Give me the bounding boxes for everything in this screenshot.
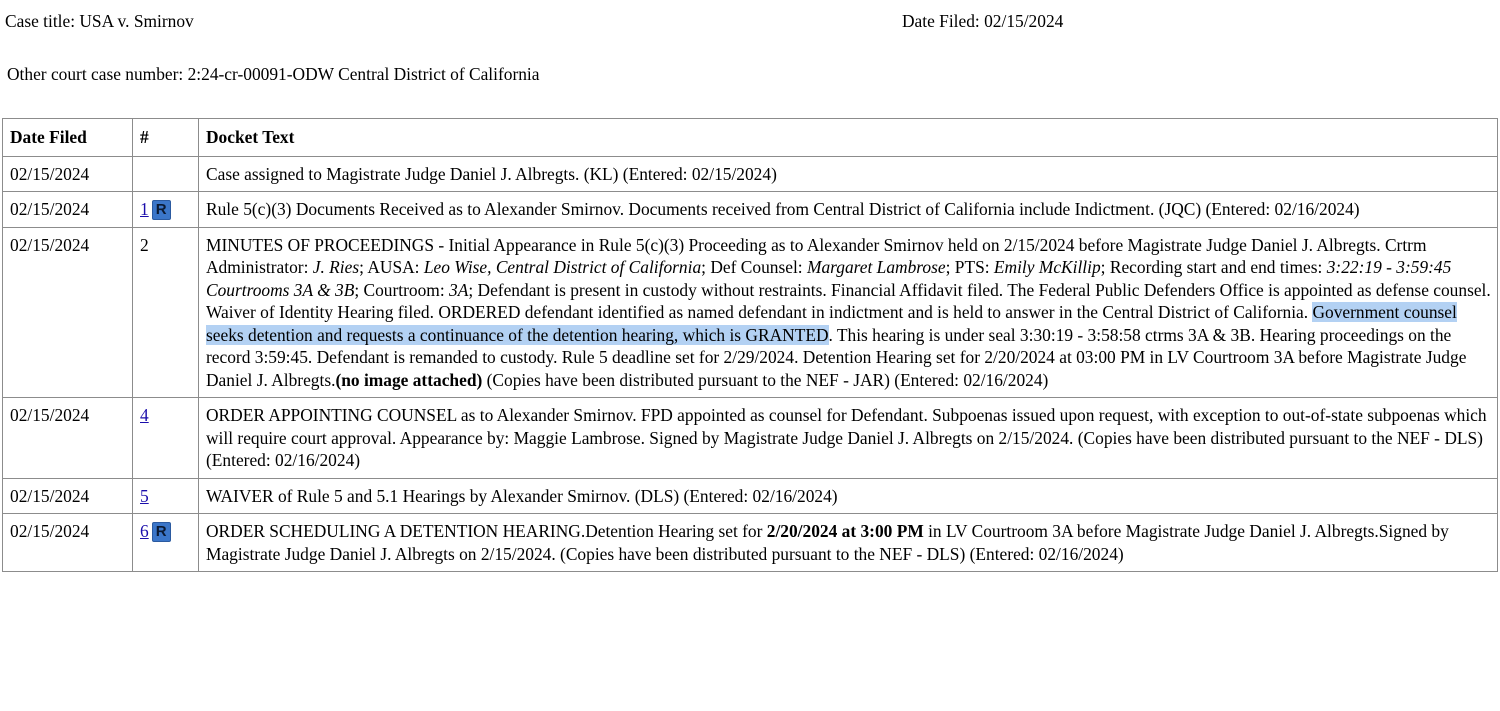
- document-link[interactable]: 4: [140, 405, 149, 425]
- row-date: 02/15/2024: [3, 156, 133, 192]
- row-docket-text: WAIVER of Rule 5 and 5.1 Hearings by Alexander Smirnov. (DLS) (Entered: 02/16/2024): [199, 478, 1498, 514]
- column-header-docket-text: Docket Text: [199, 119, 1498, 157]
- column-header-number: #: [133, 119, 199, 157]
- docket-row: [3, 398, 1498, 479]
- row-date: 02/15/2024: [3, 192, 133, 228]
- docket-row: [3, 478, 1498, 514]
- row-number-cell: [133, 398, 199, 479]
- row-date: 02/15/2024: [3, 398, 133, 479]
- restricted-document-icon[interactable]: R: [152, 522, 171, 542]
- row-docket-text: Case assigned to Magistrate Judge Daniel J. Albregts. (KL) (Entered: 02/15/2024): [199, 156, 1498, 192]
- text-segment: (Copies have been distributed pursuant to the NEF - JAR) (Entered: 02/16/2024): [482, 369, 1049, 390]
- row-docket-text: ORDER APPOINTING COUNSEL as to Alexander Smirnov. FPD appointed as counsel for Defendant. Subpoenas issued upon request, with exception to out-of-state subpoenas which will require court approval. Appearance by: Maggie Lambrose. Signed by Magistrate Judge Daniel J. Albregts on 2/15/2024. (Copies have been distributed pursuant to the NEF - DLS) (Entered: 02/16/2024): [199, 398, 1498, 479]
- row-docket-text: [199, 227, 1498, 398]
- text-segment-bold: 2/20/2024 at 3:00 PM: [766, 521, 924, 541]
- row-number: 2: [133, 227, 199, 398]
- row-number-cell: [133, 478, 199, 514]
- docket-header-row: [3, 119, 1498, 157]
- text-segment: MINUTES OF PROCEEDINGS - Initial Appearance in Rule 5(c)(3) Proceeding as to Alexander Smirnov held on 2/15/2024 before Magistrate Judge Daniel J. Albregts. Crtrm Administrator:: [206, 234, 1427, 277]
- document-link[interactable]: 5: [140, 485, 149, 506]
- text-segment: ; Courtroom:: [354, 279, 450, 300]
- text-segment-bold: (no image attached): [335, 369, 483, 390]
- docket-row: [3, 192, 1498, 228]
- row-number-cell: [133, 514, 199, 572]
- row-docket-text: Rule 5(c)(3) Documents Received as to Alexander Smirnov. Documents received from Central District of California include Indictment. (JQC) (Entered: 02/16/2024): [199, 192, 1498, 228]
- text-segment-italic: J. Ries: [312, 257, 360, 277]
- document-link[interactable]: 6: [140, 521, 149, 541]
- text-segment: ; Def Counsel:: [701, 257, 807, 277]
- row-date: 02/15/2024: [3, 227, 133, 398]
- text-segment: . This hearing is under seal 3:30:19 - 3:58:58 ctrms 3A & 3B. Hearing proceedings on the record 3:59:45. Defendant is remanded to custody. Rule 5 deadline set for 2/29/2024. Detention Hearing set for 2/20/2024 at 03:00 PM in LV Courtroom 3A before Magistrate Judge Daniel J. Albregts.: [206, 324, 1467, 390]
- docket-row: [3, 156, 1498, 192]
- other-court-case-number: Other court case number: 2:24-cr-00091-ODW Central District of California: [7, 64, 540, 84]
- text-segment-italic: 3:22:19 - 3:59:45 Courtrooms 3A & 3B: [206, 257, 1452, 300]
- text-segment: ; Recording start and end times:: [1100, 257, 1327, 277]
- row-number: [133, 156, 199, 192]
- docket-row: [3, 514, 1498, 572]
- row-date: 02/15/2024: [3, 478, 133, 514]
- text-segment-italic: Leo Wise, Central District of California: [423, 257, 702, 277]
- text-segment: in LV Courtroom 3A before Magistrate Judge Daniel J. Albregts.Signed by Magistrate Judge Daniel J. Albregts on 2/15/2024. (Copies have been distributed pursuant to the NEF - DLS) (Entered: 02/16/2024): [206, 521, 1449, 564]
- text-segment-italic: 3A: [449, 279, 469, 300]
- document-link[interactable]: 1: [140, 199, 149, 219]
- row-date: 02/15/2024: [3, 514, 133, 572]
- row-docket-text: [199, 514, 1498, 572]
- text-segment: ORDER SCHEDULING A DETENTION HEARING.Detention Hearing set for: [206, 521, 767, 541]
- text-segment: ; PTS:: [945, 257, 994, 277]
- docket-row: [3, 227, 1498, 398]
- text-segment-italic: Emily McKillip: [993, 257, 1101, 277]
- column-header-date-filed: Date Filed: [3, 119, 133, 157]
- row-number-cell: [133, 192, 199, 228]
- docket-table: [2, 118, 1498, 572]
- restricted-document-icon[interactable]: R: [152, 200, 171, 220]
- text-segment: ; Defendant is present in custody without restraints. Financial Affidavit filed. The Federal Public Defenders Office is appointed as defense counsel. Waiver of Identity Hearing filed. ORDERED defendant identified as named defendant in indictment and is held to answer in the Central District of California.: [206, 279, 1491, 322]
- text-segment: ; AUSA:: [359, 257, 424, 277]
- case-title: Case title: USA v. Smirnov: [5, 11, 194, 31]
- text-segment-italic: Margaret Lambrose: [806, 257, 946, 277]
- highlighted-text: Government counsel seeks detention and requests a continuance of the detention hearing, which is GRANTED: [206, 302, 1457, 345]
- case-date-filed: Date Filed: 02/15/2024: [902, 11, 1064, 31]
